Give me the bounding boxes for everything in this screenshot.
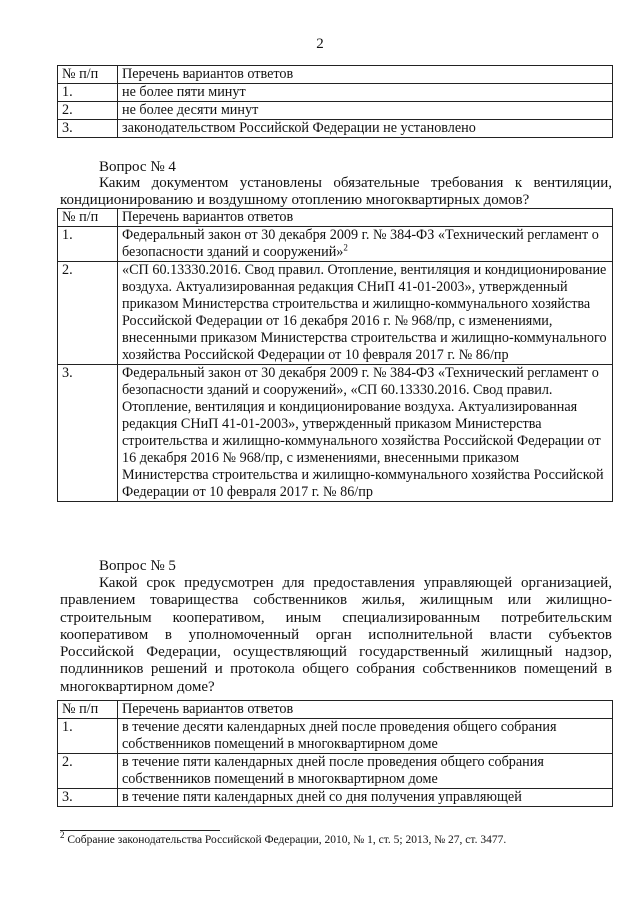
row-number: 3. (58, 120, 118, 138)
column-header-number: № п/п (58, 66, 118, 84)
question-4-heading: Вопрос № 4 (99, 159, 176, 175)
answer-text: Федеральный закон от 30 декабря 2009 г. № 384-ФЗ «Технический регламент о безопасности зданий и сооружений» (122, 227, 599, 260)
row-number: 2. (58, 102, 118, 120)
question-5-heading: Вопрос № 5 (99, 558, 176, 574)
page-number: 2 (316, 36, 324, 52)
table-row (58, 365, 613, 502)
footnote-text: Собрание законодательства Российской Федерации, 2010, № 1, ст. 5; 2013, № 27, ст. 3477. (67, 834, 507, 846)
row-number: 1. (58, 227, 118, 262)
answers-table-question-5 (57, 700, 613, 807)
column-header-answers: Перечень вариантов ответов (118, 66, 613, 84)
table-row (58, 227, 613, 262)
question-5-text: Какой срок предусмотрен для предоставления управляющей организацией, правлением товарищества собственников жилья, жилищным или жилищно-строительным кооперативом, иным специализированным потребительским кооперативом в уполномоченный орган исполнительной власти субъектов Российской Федерации, осуществляющий государственный жилищный надзор, подлинников решений и протокола общего собрания собственников помещений в многоквартирном доме? (60, 575, 612, 695)
column-header-number: № п/п (58, 209, 118, 227)
answer-text: в течение пяти календарных дней со дня получения управляющей (118, 789, 613, 807)
table-row (58, 102, 613, 120)
table-row (58, 84, 613, 102)
row-number: 1. (58, 84, 118, 102)
answer-text: не более десяти минут (118, 102, 613, 120)
table-row (58, 719, 613, 754)
answer-text: в течение десяти календарных дней после проведения общего собрания собственников помещений в многоквартирном доме (118, 719, 613, 754)
row-number: 3. (58, 365, 118, 502)
table-header-row (58, 209, 613, 227)
answer-text: в течение пяти календарных дней после проведения общего собрания собственников помещений в многоквартирном доме (118, 754, 613, 789)
answer-text: законодательством Российской Федерации не установлено (118, 120, 613, 138)
footnote-reference: 2 (343, 242, 348, 253)
answer-text: не более пяти минут (118, 84, 613, 102)
answer-cell (118, 227, 613, 262)
question-4-text: Каким документом установлены обязательные требования к вентиляции, кондиционированию и воздушному отоплению многоквартирных домов? (60, 175, 612, 209)
table-row (58, 754, 613, 789)
table-header-row (58, 701, 613, 719)
footnote-mark: 2 (60, 830, 65, 841)
row-number: 2. (58, 262, 118, 365)
answers-table-question-3 (57, 65, 613, 138)
column-header-answers: Перечень вариантов ответов (118, 701, 613, 719)
column-header-number: № п/п (58, 701, 118, 719)
table-row (58, 262, 613, 365)
answers-table-question-4 (57, 208, 613, 502)
column-header-answers: Перечень вариантов ответов (118, 209, 613, 227)
table-row (58, 789, 613, 807)
table-row (58, 120, 613, 138)
row-number: 1. (58, 719, 118, 754)
table-header-row (58, 66, 613, 84)
footnote (60, 830, 507, 846)
answer-text: Федеральный закон от 30 декабря 2009 г. № 384-ФЗ «Технический регламент о безопасности зданий и сооружений», «СП 60.13330.2016. Свод правил. Отопление, вентиляция и кондиционирование воздуха. Актуализированная редакция СНиП 41-01-2003», утвержденный приказом Министерства строительства и жилищно-коммунального хозяйства Российской Федерации от 16 декабря 2016 № 968/пр, с изменениями, внесенными приказом Министерства строительства и жилищно-коммунального хозяйства Российской Федерации от 10 февраля 2017 г. № 86/пр (118, 365, 613, 502)
row-number: 2. (58, 754, 118, 789)
answer-text: «СП 60.13330.2016. Свод правил. Отопление, вентиляция и кондиционирование воздуха. Актуализированная редакция СНиП 41-01-2003», утвержденный приказом Министерства строительства и жилищно-коммунального хозяйства Российской Федерации от 16 декабря 2016 г. № 968/пр, с изменениями, внесенными приказом Министерства строительства и жилищно-коммунального хозяйства Российской Федерации от 10 февраля 2017 г. № 86/пр (118, 262, 613, 365)
footnote-divider (60, 830, 220, 831)
row-number: 3. (58, 789, 118, 807)
